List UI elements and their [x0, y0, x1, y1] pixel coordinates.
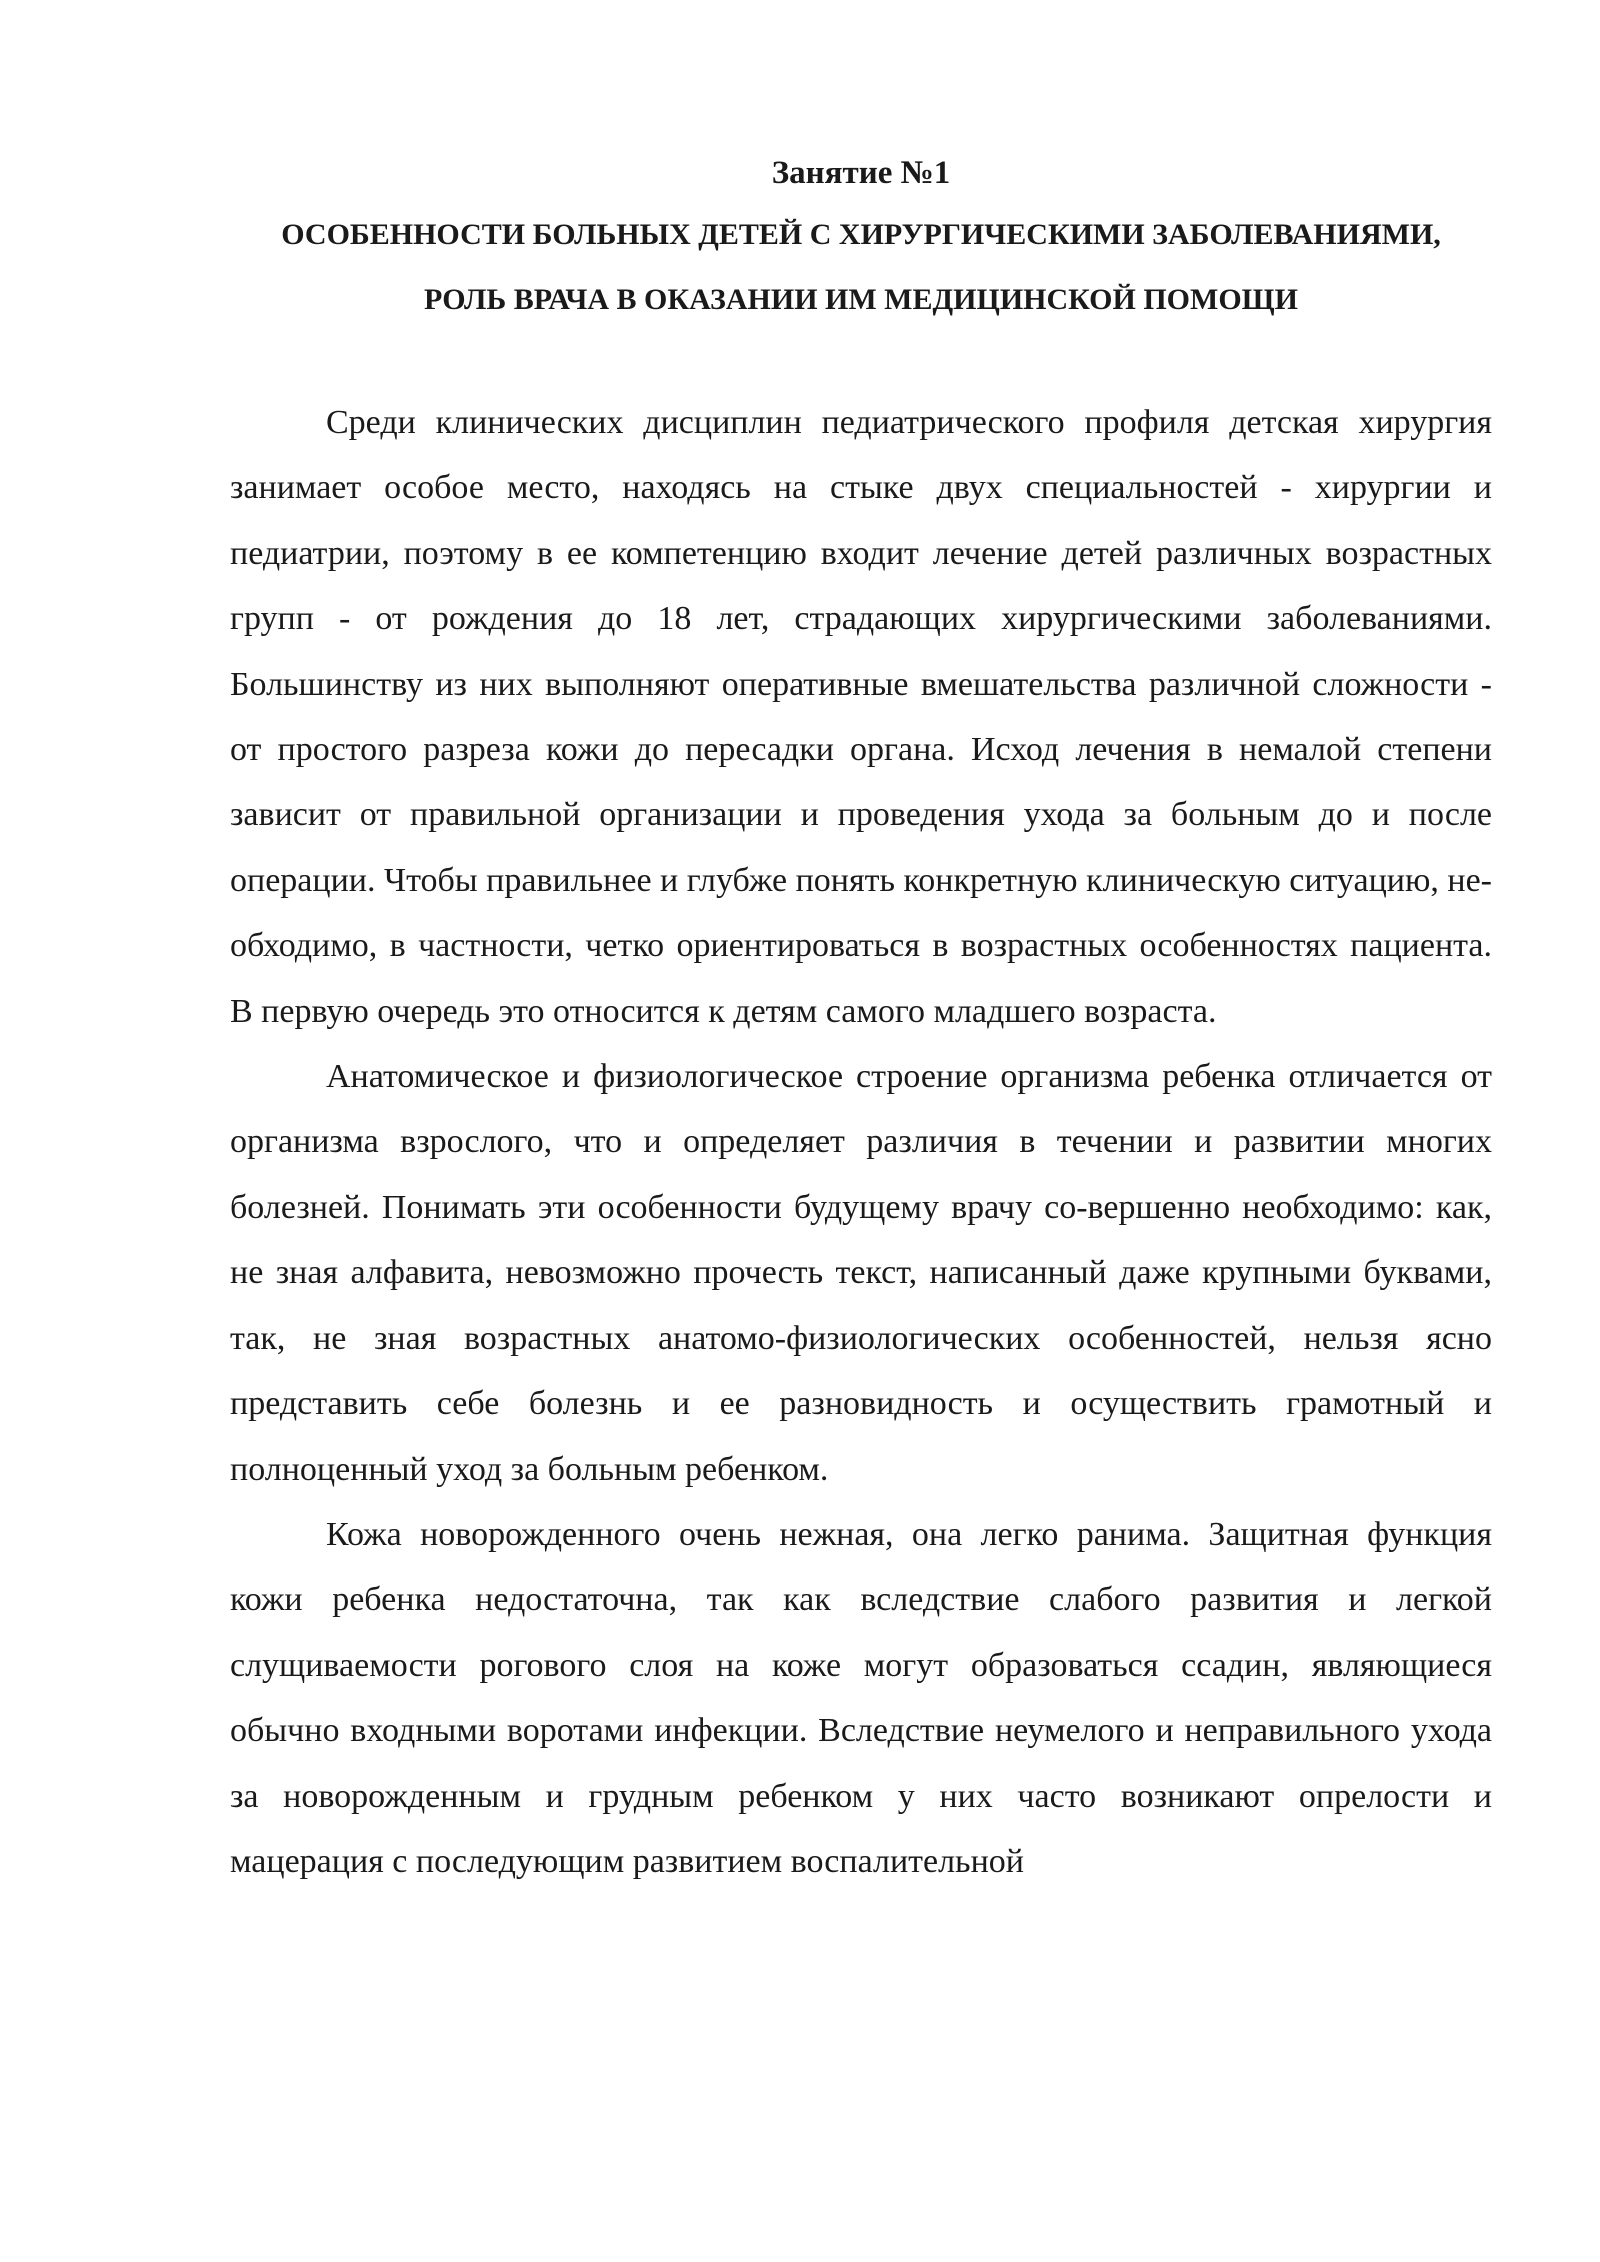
lesson-title-line: ОСОБЕННОСТИ БОЛЬНЫХ ДЕТЕЙ С ХИРУРГИЧЕСКИМИ ЗАБОЛЕВАНИЯМИ, [281, 218, 1441, 251]
paragraph: Анатомическое и физиологическое строение организма ребенка отличается от организма взрослого, что и определяет различия в течении и развитии многих болезней. Понимать эти особенности будущему врачу со-вершенно необходимо: как, не зная алфавита, невозможно прочесть текст, написанный даже крупными буквами, так, не зная возрастных анатомо-физиологических особенностей, нельзя ясно представить себе болезнь и ее разновидность и осуществить грамотный и полноценный уход за больным ребенком. [230, 1058, 1492, 1488]
paragraph: Среди клинических дисциплин педиатрического профиля детская хирургия занимает особое место, находясь на стыке двух специальностей - хирургии и педиатрии, поэтому в ее компетенцию входит лечение детей различных возрастных групп - от рождения до 18 лет, страдающих хирургическими заболеваниями. Большинству из них выполняют оперативные вмешательства различной сложности - от простого разреза кожи до пересадки органа. Исход лечения в немалой степени зависит от правильной организации и проведения ухода за больным до и после операции. Чтобы правильнее и глубже понять конкретную клиническую ситуацию, не-обходимо, в частности, четко ориентироваться в возрастных особенностях пациента. В первую очередь это относится к детям самого младшего возраста. [230, 404, 1492, 1030]
document-body [230, 390, 1492, 1894]
lesson-number: Занятие №1 [771, 155, 951, 191]
lesson-title [230, 202, 1492, 332]
paragraph: Кожа новорожденного очень нежная, она легко ранима. Защитная функция кожи ребенка недостаточна, так как вследствие слабого развития и легкой слущиваемости рогового слоя на коже могут образоваться ссадин, являющиеся обычно входными воротами инфекции. Вследствие неумелого и неправильного ухода за новорожденным и грудным ребенком у них часто возникают опрелости и мацерация с последующим развитием воспалительной [230, 1515, 1492, 1880]
document-page [230, 148, 1492, 1894]
lesson-title-line: РОЛЬ ВРАЧА В ОКАЗАНИИ ИМ МЕДИЦИНСКОЙ ПОМОЩИ [424, 283, 1298, 316]
